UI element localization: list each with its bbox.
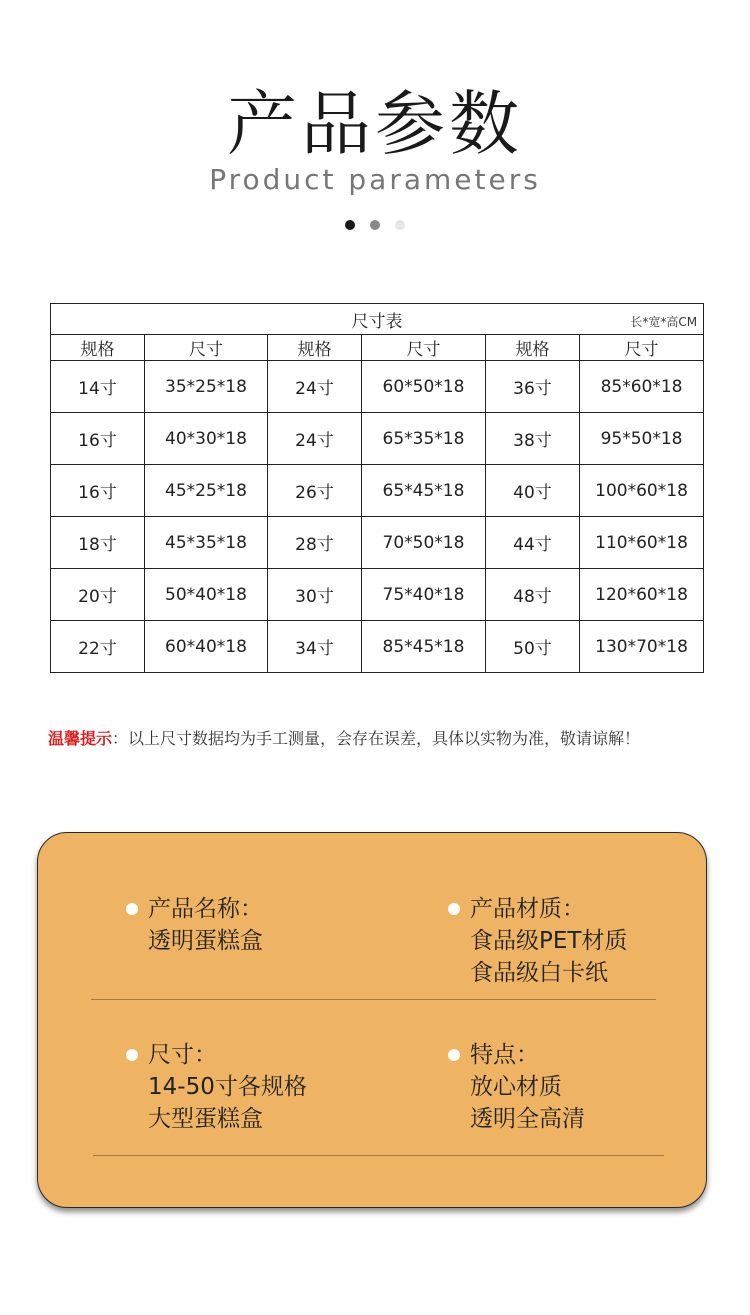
- table-cell: 110*60*18: [580, 517, 704, 569]
- table-cell: 35*25*18: [145, 361, 268, 413]
- table-cell: 44寸: [486, 517, 580, 569]
- table-cell: 65*45*18: [362, 465, 486, 517]
- table-cell: 65*35*18: [362, 413, 486, 465]
- table-cell: 50*40*18: [145, 569, 268, 621]
- tip-text: ：以上尺寸数据均为手工测量，会存在误差，具体以实物为准，敬请谅解！: [112, 729, 641, 748]
- table-cell: 20寸: [51, 569, 145, 621]
- dots-indicator: [0, 215, 750, 234]
- table-cell: 130*70*18: [580, 621, 704, 673]
- table-cell: 60*50*18: [362, 361, 486, 413]
- table-row: [51, 361, 704, 413]
- table-cell: 30寸: [268, 569, 362, 621]
- bullet-icon: [448, 903, 460, 915]
- table-row: [51, 465, 704, 517]
- bullet-icon: [126, 903, 138, 915]
- table-cell: 38寸: [486, 413, 580, 465]
- table-cell: 28寸: [268, 517, 362, 569]
- table-cell: 24寸: [268, 413, 362, 465]
- unit-note: 长*宽*高CM: [630, 315, 698, 329]
- table-row: [51, 517, 704, 569]
- table-cell: 26寸: [268, 465, 362, 517]
- table-cell: 85*45*18: [362, 621, 486, 673]
- header-size: 尺寸: [145, 335, 268, 361]
- info-line: 大型蛋糕盒: [148, 1106, 263, 1132]
- table-cell: 34寸: [268, 621, 362, 673]
- table-cell: 95*50*18: [580, 413, 704, 465]
- info-title: 特点：: [470, 1042, 539, 1068]
- header-spec: 规格: [51, 335, 145, 361]
- table-cell: 18寸: [51, 517, 145, 569]
- table-cell: 60*40*18: [145, 621, 268, 673]
- table-cell: 120*60*18: [580, 569, 704, 621]
- table-cell: 70*50*18: [362, 517, 486, 569]
- header-spec: 规格: [486, 335, 580, 361]
- header-size: 尺寸: [362, 335, 486, 361]
- info-line: 透明蛋糕盒: [148, 928, 263, 954]
- info-material: [470, 893, 627, 989]
- info-line: 食品级白卡纸: [470, 960, 608, 986]
- info-title: 产品材质：: [470, 896, 585, 922]
- table-cell: 36寸: [486, 361, 580, 413]
- table-cell: 16寸: [51, 413, 145, 465]
- info-size: [148, 1039, 307, 1135]
- table-cell: 14寸: [51, 361, 145, 413]
- header-size: 尺寸: [580, 335, 704, 361]
- table-cell: 22寸: [51, 621, 145, 673]
- table-cell: 45*25*18: [145, 465, 268, 517]
- info-line: 食品级PET材质: [470, 928, 628, 954]
- table-cell: 48寸: [486, 569, 580, 621]
- table-row: [51, 413, 704, 465]
- size-table-caption: [51, 304, 704, 335]
- table-cell: 75*40*18: [362, 569, 486, 621]
- info-product-name: [148, 893, 263, 957]
- table-row: [51, 621, 704, 673]
- table-cell: 50寸: [486, 621, 580, 673]
- table-cell: 45*35*18: [145, 517, 268, 569]
- divider: [91, 999, 656, 1000]
- size-table-title: 尺寸表: [351, 311, 403, 332]
- page-subtitle: Product parameters: [209, 163, 541, 196]
- info-title: 尺寸：: [148, 1042, 217, 1068]
- dot-3: [395, 220, 405, 230]
- header-spec: 规格: [268, 335, 362, 361]
- dot-1: [345, 220, 355, 230]
- table-cell: 40寸: [486, 465, 580, 517]
- divider: [93, 1155, 664, 1156]
- dot-2: [370, 220, 380, 230]
- bullet-icon: [126, 1049, 138, 1061]
- size-table: [50, 303, 704, 673]
- info-line: 透明全高清: [470, 1106, 585, 1132]
- table-header-row: [51, 335, 704, 361]
- info-title: 产品名称：: [148, 896, 263, 922]
- table-cell: 40*30*18: [145, 413, 268, 465]
- warm-tip: [48, 726, 728, 749]
- tip-label: 温馨提示: [48, 729, 113, 748]
- bullet-icon: [448, 1049, 460, 1061]
- info-line: 14-50寸各规格: [148, 1074, 307, 1100]
- table-row: [51, 569, 704, 621]
- product-info-card: [37, 832, 707, 1208]
- info-line: 放心材质: [470, 1074, 562, 1100]
- page-title: 产品参数: [227, 83, 523, 165]
- table-cell: 16寸: [51, 465, 145, 517]
- info-features: [470, 1039, 585, 1135]
- table-cell: 100*60*18: [580, 465, 704, 517]
- table-cell: 24寸: [268, 361, 362, 413]
- table-cell: 85*60*18: [580, 361, 704, 413]
